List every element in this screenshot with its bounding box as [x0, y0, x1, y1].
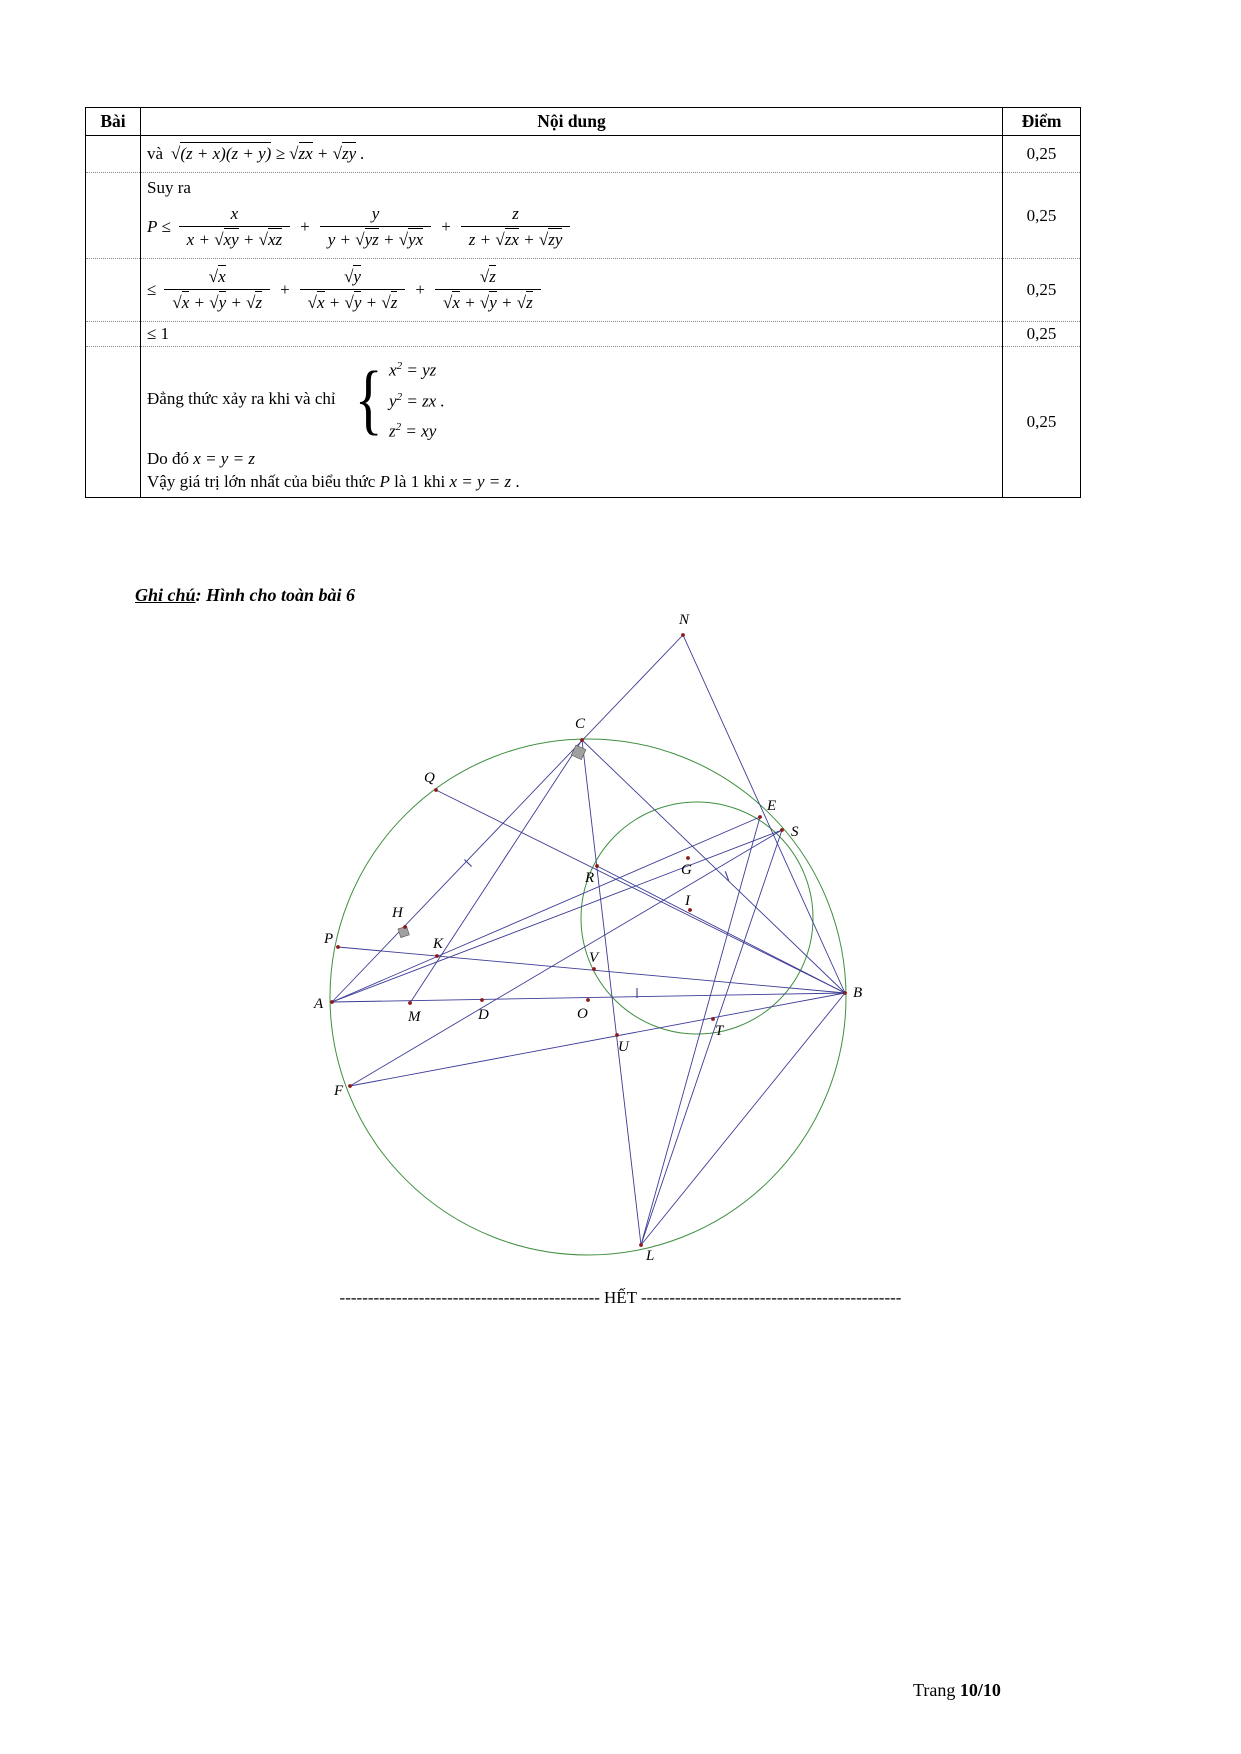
end-label: HẾT — [603, 1288, 638, 1307]
figure-segment-FS — [350, 830, 782, 1086]
table-row-4 — [86, 322, 1081, 347]
system-eq-2: $y^2$ = zx . — [389, 390, 445, 411]
figure-circle-1 — [330, 739, 846, 1255]
bai-cell — [86, 173, 141, 259]
figure-segment-LS — [641, 830, 782, 1245]
content-cell-5 — [141, 347, 1003, 498]
figure-label-Q: Q — [424, 770, 435, 786]
row5-line3 — [147, 472, 996, 492]
end-separator — [0, 1288, 1241, 1308]
content-cell-2 — [141, 173, 1003, 259]
row5-line3-math1: P — [379, 471, 390, 491]
figure-label-H: H — [392, 905, 403, 921]
answer-table — [85, 107, 1081, 498]
figure-label-K: K — [433, 936, 444, 952]
figure-point-Q — [434, 788, 438, 792]
header-diem: Điểm — [1003, 108, 1081, 136]
plus-operator: + — [300, 217, 310, 236]
figure-label-B: B — [853, 985, 863, 1001]
row5-line2 — [147, 449, 996, 469]
end-dashes-left: ---------------------------------------------- — [339, 1288, 600, 1307]
figure-segment-FB — [350, 993, 845, 1086]
fraction-denominator: √x + √y + √z — [307, 293, 398, 312]
table-row-5 — [86, 347, 1081, 498]
figure-note — [135, 585, 355, 606]
row2-label: Suy ra — [147, 178, 191, 197]
fraction-numerator: √y — [300, 267, 406, 290]
system-brace: { — [354, 354, 383, 442]
figure-label-N: N — [679, 612, 690, 628]
row3-formula — [147, 267, 996, 313]
fraction-numerator: x — [179, 204, 290, 227]
plus-operator: + — [441, 217, 451, 236]
row5-line3-text1: Vậy giá trị lớn nhất của biểu thức — [147, 471, 376, 491]
bai-cell — [86, 136, 141, 173]
figure-point-L — [639, 1243, 643, 1247]
figure-segment-CL — [582, 740, 641, 1245]
page-number: 10/10 — [959, 1680, 1001, 1700]
figure-segment-CB — [582, 740, 845, 993]
figure-point-G — [686, 856, 690, 860]
row4-text: ≤ 1 — [147, 324, 170, 343]
figure-point-S — [780, 828, 784, 832]
header-noidung: Nội dung — [141, 108, 1003, 136]
row2-formula — [147, 204, 996, 250]
figure-circle-2 — [581, 802, 813, 1034]
figure-label-A: A — [314, 996, 324, 1012]
page-footer — [913, 1680, 1001, 1701]
figure-label-G: G — [681, 862, 692, 878]
figure-label-C: C — [575, 716, 586, 732]
row5-line2-math: x = y = z — [193, 448, 255, 468]
fraction-denominator: z + √zx + √zy — [468, 230, 563, 249]
figure-point-U — [615, 1033, 619, 1037]
row5-line3-math2: 1 — [410, 471, 420, 491]
figure-point-E — [758, 815, 762, 819]
figure-point-M — [408, 1001, 412, 1005]
fraction-denominator: y + √yz + √yx — [327, 230, 424, 249]
figure-segment-NB — [683, 635, 845, 993]
figure-segment-NA — [332, 635, 683, 1002]
content-cell-3 — [141, 259, 1003, 322]
figure-label-I: I — [685, 893, 690, 909]
row5-lead: Đẳng thức xảy ra khi và chỉ — [147, 388, 336, 408]
row5-line2-text: Do đó — [147, 448, 190, 468]
fraction-3 — [461, 204, 571, 250]
score-cell-2: 0,25 — [1003, 173, 1081, 259]
row5-line3-text2: là — [394, 471, 407, 491]
figure-point-P — [336, 945, 340, 949]
figure-label-D: D — [478, 1007, 489, 1023]
row3-lead: ≤ — [147, 280, 157, 299]
figure-segment-QB — [436, 790, 845, 993]
table-row-1 — [86, 136, 1081, 173]
fraction-1 — [164, 267, 270, 313]
score-cell-3: 0,25 — [1003, 259, 1081, 322]
figure-point-R — [595, 864, 599, 868]
row1-formula — [147, 144, 996, 164]
system-eq-1: $x^2$ = yz — [389, 360, 437, 380]
row5-system-line — [147, 353, 996, 445]
figure-label-M: M — [408, 1009, 421, 1025]
content-cell-1 — [141, 136, 1003, 173]
figure-label-P: P — [324, 931, 334, 947]
table-header-row — [86, 108, 1081, 136]
figure-point-F — [348, 1084, 352, 1088]
row5-line3-text4: . — [515, 471, 520, 491]
note-text: : Hình cho toàn bài 6 — [195, 585, 356, 605]
figure-point-A — [330, 1000, 334, 1004]
figure-label-U: U — [618, 1039, 629, 1055]
header-bai: Bài — [86, 108, 141, 136]
geometry-figure — [300, 612, 870, 1272]
fraction-numerator: √z — [435, 267, 541, 290]
figure-label-R: R — [585, 870, 595, 886]
figure-label-V: V — [589, 950, 599, 966]
score-cell-4: 0,25 — [1003, 322, 1081, 347]
table-row-2 — [86, 173, 1081, 259]
figure-label-T: T — [715, 1023, 724, 1039]
figure-container — [300, 612, 870, 1272]
fraction-2 — [320, 204, 431, 250]
row5-line3-math3: x = y = z — [449, 471, 512, 491]
figure-point-D — [480, 998, 484, 1002]
row1-lead: và — [147, 144, 164, 163]
row5-line3-text3: khi — [423, 471, 446, 491]
content-cell-4 — [141, 322, 1003, 347]
bai-cell — [86, 322, 141, 347]
system-lines — [389, 353, 445, 445]
system-eq-3: $z^2$ = xy — [389, 421, 437, 441]
fraction-denominator: x + √xy + √xz — [186, 230, 283, 249]
figure-label-E: E — [767, 798, 777, 814]
fraction-1 — [179, 204, 290, 250]
figure-point-C — [580, 738, 584, 742]
row2-lead: P ≤ — [147, 217, 171, 236]
fraction-2 — [300, 267, 406, 313]
figure-label-O: O — [577, 1006, 588, 1022]
page-label: Trang — [913, 1680, 956, 1700]
note-label: Ghi chú — [135, 585, 196, 605]
fraction-3 — [435, 267, 541, 313]
fraction-numerator: y — [320, 204, 431, 227]
figure-point-H — [403, 925, 407, 929]
figure-point-V — [592, 967, 596, 971]
equation-system — [350, 353, 445, 445]
score-cell-5: 0,25 — [1003, 347, 1081, 498]
figure-point-K — [435, 954, 439, 958]
fraction-numerator: √x — [164, 267, 270, 290]
bai-cell — [86, 259, 141, 322]
figure-point-N — [681, 633, 685, 637]
plus-operator: + — [415, 280, 425, 299]
figure-point-B — [843, 991, 847, 995]
fraction-denominator: √x + √y + √z — [172, 293, 263, 312]
fraction-denominator: √x + √y + √z — [442, 293, 533, 312]
figure-label-L: L — [646, 1248, 655, 1264]
score-cell-1: 0,25 — [1003, 136, 1081, 173]
figure-point-T — [711, 1017, 715, 1021]
bai-cell — [86, 347, 141, 498]
figure-label-F: F — [334, 1083, 344, 1099]
fraction-numerator: z — [461, 204, 571, 227]
figure-label-S: S — [791, 824, 799, 840]
end-dashes-right: ---------------------------------------------- — [641, 1288, 902, 1307]
table-row-3 — [86, 259, 1081, 322]
plus-operator: + — [280, 280, 290, 299]
row1-math: √(z + x)(z + y) ≥ √zx + √zy . — [171, 144, 365, 163]
figure-segment-LE — [641, 817, 760, 1245]
figure-point-O — [586, 998, 590, 1002]
